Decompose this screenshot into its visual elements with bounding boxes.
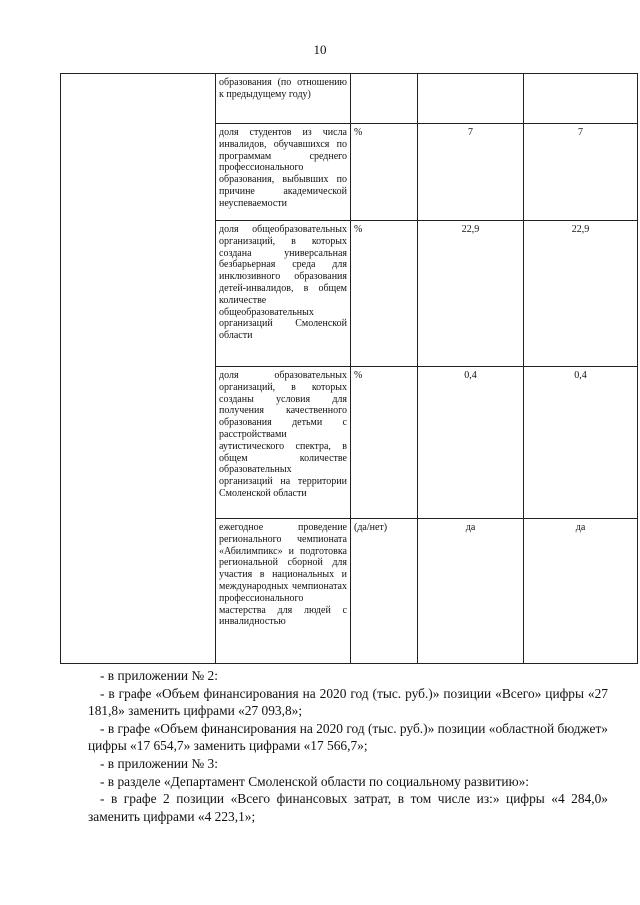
paragraph: - в приложении № 2:	[100, 668, 218, 683]
indicator-value-b	[524, 74, 638, 124]
indicator-unit: %	[351, 124, 418, 221]
indicator-description: образования (по отношению к предыдущему году)	[216, 74, 351, 124]
paragraph: - в графе «Объем финансирования на 2020 год (тыс. руб.)» позиции «Всего» цифры «27 181,8» заменить цифрами «27 093,8»;	[88, 685, 608, 719]
indicators-table	[60, 73, 638, 664]
indicator-value-a: да	[418, 519, 524, 664]
paragraph: - в разделе «Департамент Смоленской области по социальному развитию»:	[100, 773, 530, 789]
indicator-description: доля образовательных организаций, в которых созданы условия для получения качественного образования детьми с расстройствами аутистического спектра, в общем количестве образовательных организаций на территории Смоленской области	[216, 367, 351, 519]
paragraph: - в графе 2 позиции «Всего финансовых затрат, в том числе из:» цифры «4 284,0» заменить цифрами «4 223,1»;	[88, 791, 608, 824]
indicator-unit	[351, 74, 418, 124]
paragraph: - в приложении № 3:	[100, 755, 218, 771]
indicator-unit: %	[351, 221, 418, 367]
indicator-value-b: 7	[524, 124, 638, 221]
indicator-value-a: 22,9	[418, 221, 524, 367]
indicator-description: ежегодное проведение регионального чемпионата «Абилимпикс» и подготовка региональной сборной для участия в национальных и международных чемпионатах профессионального мастерства для людей с инвалидностью	[216, 519, 351, 664]
indicator-value-b: да	[524, 519, 638, 664]
indicator-unit: (да/нет)	[351, 519, 418, 664]
amendment-text	[88, 667, 608, 825]
indicator-value-a: 0,4	[418, 367, 524, 519]
indicator-description: доля студентов из числа инвалидов, обучавшихся по программам среднего профессионального образования, выбывших по причине академической неуспеваемости	[216, 124, 351, 221]
paragraph: - в графе «Объем финансирования на 2020 год (тыс. руб.)» позиции «областной бюджет» цифры «17 654,7» заменить цифрами «17 566,7»;	[88, 720, 608, 754]
indicator-value-a: 7	[418, 124, 524, 221]
indicator-description: доля общеобразовательных организаций, в которых создана универсальная безбарьерная среда для инклюзивного образования детей-инвалидов, в общем количестве общеобразовательных организаций Смоленской области	[216, 221, 351, 367]
table-cell-empty	[61, 74, 216, 664]
table-row	[61, 74, 638, 124]
page-number: 10	[313, 42, 327, 57]
indicator-value-b: 0,4	[524, 367, 638, 519]
indicator-value-a	[418, 74, 524, 124]
indicator-value-b: 22,9	[524, 221, 638, 367]
indicator-unit: %	[351, 367, 418, 519]
